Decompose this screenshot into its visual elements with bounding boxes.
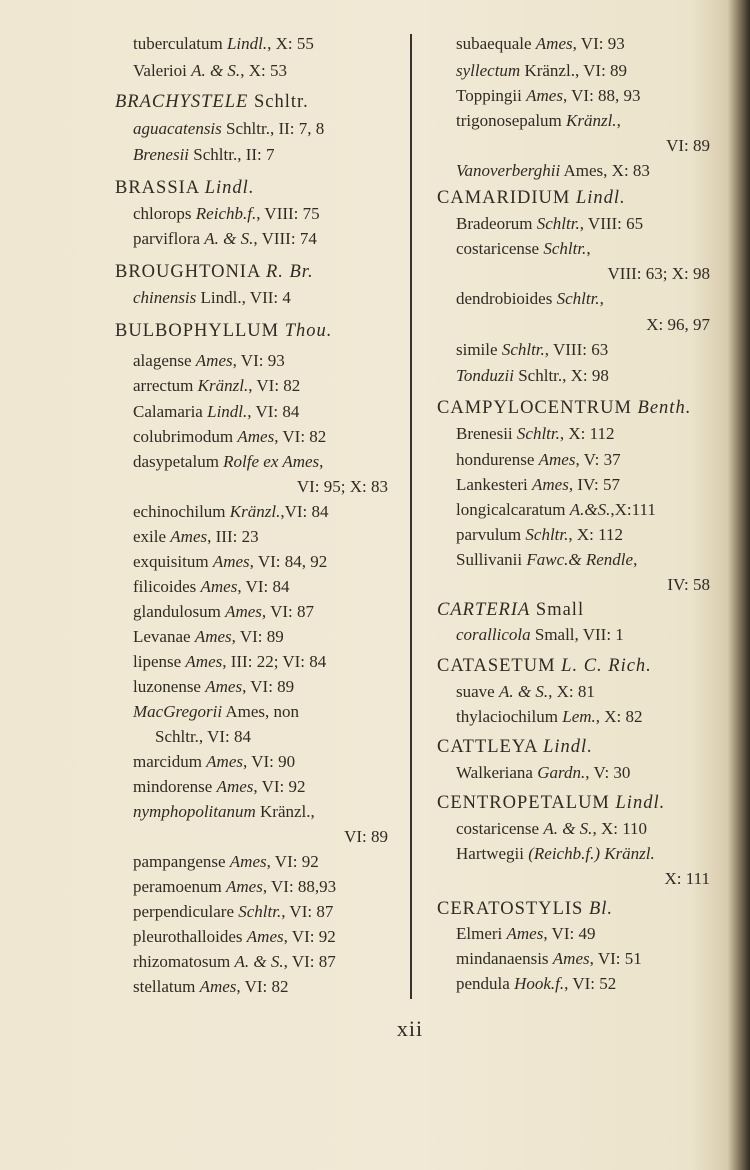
species-authority: A. & S.	[204, 229, 254, 248]
species-authority: Schltr.	[525, 525, 569, 544]
species-reference: Schltr., II: 7, 8	[221, 119, 325, 138]
reference-continuation	[155, 727, 251, 747]
species-reference: Ames, non	[222, 702, 300, 721]
species-name: arrectum	[133, 376, 194, 395]
reference-text: X: 96, 97	[646, 315, 710, 334]
species-reference: , X: 81	[548, 682, 595, 701]
species-authority: A. & S.	[498, 682, 549, 701]
species-entry	[456, 450, 621, 470]
genus-authority-plain: Small	[530, 600, 585, 620]
species-name: parvulum	[456, 525, 522, 544]
species-name: rhizomatosum	[133, 952, 231, 971]
species-entry	[133, 119, 324, 139]
species-name: chlorops	[133, 204, 192, 223]
reference-continuation	[0, 477, 388, 497]
genus-name: CARTERIA	[437, 600, 531, 620]
species-entry	[133, 602, 314, 622]
species-entry	[133, 502, 329, 522]
species-entry	[133, 427, 326, 447]
species-entry	[456, 525, 623, 545]
species-reference: , VI: 88, 93	[562, 86, 641, 105]
species-reference: , VI: 82	[236, 977, 289, 996]
genus-name: BRACHYSTELE	[115, 92, 249, 112]
species-name: dasypetalum	[133, 452, 219, 471]
species-authority: Schltr.	[501, 340, 545, 359]
species-name: parviflora	[133, 229, 201, 248]
species-reference: ,	[586, 239, 591, 258]
species-name: dendrobioides	[456, 289, 553, 308]
species-entry	[133, 552, 327, 572]
species-name: suave	[456, 682, 495, 701]
species-name: nymphopolitanum	[133, 802, 256, 821]
species-reference: , VI: 89	[242, 677, 295, 696]
species-reference: , VIII: 75	[256, 204, 320, 223]
species-entry	[133, 927, 336, 947]
species-authority: Ames	[535, 34, 573, 53]
species-entry	[133, 376, 300, 396]
species-name: lipense	[133, 652, 182, 671]
species-reference: Lindl., VII: 4	[196, 288, 291, 307]
species-entry	[133, 452, 323, 472]
species-entry	[133, 852, 319, 872]
species-entry	[456, 34, 625, 54]
species-name: longicalcaratum	[456, 500, 566, 519]
species-name: exile	[133, 527, 167, 546]
species-reference: ,X:111	[610, 500, 656, 519]
species-authority: Ames	[206, 752, 243, 771]
species-reference: , III: 23	[207, 527, 259, 546]
species-entry	[133, 952, 336, 972]
species-entry	[456, 819, 647, 839]
species-entry	[456, 625, 624, 645]
column-divider	[410, 34, 412, 999]
species-name: mindorense	[133, 777, 213, 796]
species-entry	[456, 550, 637, 570]
species-reference: , X: 53	[240, 61, 287, 80]
reference-text: VI: 89	[666, 136, 710, 155]
species-reference: , VI: 92	[266, 852, 319, 871]
species-entry	[133, 34, 314, 54]
species-reference: , V: 30	[585, 763, 631, 782]
genus-name: CAMARIDIUM	[437, 188, 571, 208]
species-entry	[456, 111, 621, 131]
species-authority: A. & S.	[234, 952, 284, 971]
species-authority: Gardn.	[537, 763, 586, 782]
species-reference: ,	[319, 452, 324, 471]
reference-continuation	[412, 869, 710, 889]
species-authority: Ames	[199, 977, 237, 996]
species-name: colubrimodum	[133, 427, 234, 446]
species-reference: ,	[616, 111, 621, 130]
species-name: pleurothalloides	[133, 927, 243, 946]
genus-heading	[437, 398, 691, 418]
species-name: chinensis	[133, 288, 197, 307]
species-reference: , VI: 82	[274, 427, 327, 446]
species-name: hondurense	[456, 450, 535, 469]
species-entry	[133, 351, 285, 371]
reference-text: VI: 89	[344, 827, 388, 846]
species-authority: Ames	[225, 602, 262, 621]
genus-authority: Benth.	[637, 398, 692, 418]
reference-text: VIII: 63; X: 98	[607, 264, 710, 283]
reference-continuation	[412, 315, 710, 335]
genus-name: BROUGHTONIA	[115, 262, 261, 282]
species-authority: Ames	[200, 577, 238, 596]
species-authority: Schltr.	[516, 424, 560, 443]
species-entry	[456, 763, 630, 783]
species-reference: Schltr., II: 7	[189, 145, 275, 164]
species-authority: Ames	[195, 351, 233, 370]
species-authority: Lindl.	[207, 402, 248, 421]
species-entry	[456, 86, 641, 106]
species-reference: ,	[633, 550, 638, 569]
species-reference: ,	[599, 289, 604, 308]
genus-name: BRASSIA	[115, 178, 200, 198]
species-reference: , VI: 92	[253, 777, 306, 796]
species-entry	[133, 204, 320, 224]
species-reference: , VI: 87	[283, 952, 336, 971]
species-name: alagense	[133, 351, 192, 370]
genus-authority: Lindl.	[575, 188, 626, 208]
genus-authority: Bl.	[588, 899, 614, 919]
genus-authority: L. C. Rich.	[561, 656, 652, 676]
species-reference: ,VI: 84	[280, 502, 329, 521]
species-authority: Ames	[212, 552, 250, 571]
species-reference: , VI: 87	[281, 902, 334, 921]
species-entry	[456, 924, 595, 944]
genus-authority: R. Br.	[265, 262, 314, 282]
species-entry	[133, 577, 289, 597]
species-entry	[133, 145, 275, 165]
species-name: Brenesii	[133, 145, 190, 164]
species-reference: , VI: 89	[231, 627, 284, 646]
species-reference: , X: 112	[559, 424, 615, 443]
species-reference: , III: 22; VI: 84	[222, 652, 327, 671]
species-name: tuberculatum	[133, 34, 223, 53]
species-entry	[456, 974, 616, 994]
species-reference: Kränzl.,	[255, 802, 315, 821]
species-entry	[133, 61, 287, 81]
species-name: Bradeorum	[456, 214, 533, 233]
species-authority: Schltr.	[543, 239, 587, 258]
reference-text: VI: 95; X: 83	[296, 477, 388, 496]
species-authority: Lindl.	[226, 34, 268, 53]
genus-authority-plain: Schltr.	[248, 92, 309, 112]
species-authority: Kränzl.	[229, 502, 281, 521]
genus-authority: Lindl.	[615, 793, 666, 813]
species-authority: Schltr.	[536, 214, 580, 233]
species-entry	[456, 844, 655, 864]
species-entry	[456, 475, 620, 495]
species-reference: , VIII: 74	[253, 229, 317, 248]
species-name: Valerioi	[133, 61, 187, 80]
species-authority: Ames	[216, 777, 254, 796]
species-entry	[133, 288, 291, 308]
species-entry	[456, 61, 627, 81]
reference-text: IV: 58	[667, 575, 710, 594]
species-name: Elmeri	[456, 924, 503, 943]
genus-authority: Lindl.	[204, 178, 255, 198]
species-authority: Schltr.	[556, 289, 600, 308]
species-authority: Hook.f.	[514, 974, 565, 993]
species-reference: , V: 37	[575, 450, 621, 469]
species-name: aguacatensis	[133, 119, 222, 138]
species-name: perpendiculare	[133, 902, 234, 921]
genus-name: BULBOPHYLLUM	[115, 321, 280, 341]
species-entry	[133, 877, 336, 897]
species-reference: , VI: 49	[543, 924, 596, 943]
species-reference: , VIII: 63	[544, 340, 609, 359]
species-entry	[133, 977, 289, 997]
species-entry	[456, 424, 615, 444]
species-authority: Ames	[194, 627, 232, 646]
species-reference: , VI: 93	[232, 351, 285, 370]
species-name: glandulosum	[133, 602, 221, 621]
species-name: exquisitum	[133, 552, 209, 571]
species-authority: Fawc.& Rendle	[526, 550, 634, 569]
species-reference: , VI: 92	[283, 927, 336, 946]
species-reference: , VI: 82	[248, 376, 301, 395]
species-authority: Ames	[246, 927, 284, 946]
species-name: marcidum	[133, 752, 202, 771]
species-reference: , X: 82	[595, 707, 643, 726]
genus-heading	[115, 262, 314, 282]
reference-text: Schltr., VI: 84	[155, 727, 252, 746]
species-name: filicoides	[133, 577, 197, 596]
species-authority: Lem.	[562, 707, 596, 726]
genus-heading	[115, 92, 309, 112]
species-reference: , VI: 88,93	[262, 877, 337, 896]
species-authority: Kränzl.	[197, 376, 249, 395]
species-entry	[133, 777, 306, 797]
species-entry	[133, 229, 317, 249]
species-authority: Reichb.f.	[195, 204, 257, 223]
genus-heading	[115, 321, 332, 341]
species-name: pendula	[456, 974, 510, 993]
species-entry	[456, 500, 656, 520]
species-entry	[133, 802, 315, 822]
reference-continuation	[412, 136, 710, 156]
species-reference: Small, VII: 1	[530, 625, 624, 644]
species-name: Tonduzii	[456, 366, 514, 385]
species-name: peramoenum	[133, 877, 222, 896]
page-number: xii	[396, 1016, 424, 1041]
genus-name: CERATOSTYLIS	[437, 899, 584, 919]
species-reference: , VI: 93	[572, 34, 625, 53]
genus-heading	[437, 600, 584, 620]
species-name: Brenesii	[456, 424, 513, 443]
species-entry	[133, 702, 299, 722]
species-authority: (Reichb.f.) Kränzl.	[528, 844, 655, 863]
species-name: Hartwegii	[456, 844, 524, 863]
species-entry	[456, 239, 591, 259]
genus-name: CATASETUM	[437, 656, 556, 676]
genus-heading	[437, 656, 652, 676]
species-entry	[456, 340, 608, 360]
species-reference: , VI: 90	[243, 752, 296, 771]
species-entry	[133, 752, 295, 772]
species-name: costaricense	[456, 819, 540, 838]
genus-heading	[437, 899, 613, 919]
genus-heading	[437, 793, 665, 813]
species-name: Toppingii	[456, 86, 522, 105]
species-name: costaricense	[456, 239, 540, 258]
species-name: Sullivanii	[456, 550, 523, 569]
species-name: thylaciochilum	[456, 707, 558, 726]
species-reference: , VI: 84	[237, 577, 290, 596]
species-reference: , VI: 51	[589, 949, 642, 968]
species-entry	[456, 289, 604, 309]
species-name: Vanoverberghii	[456, 161, 561, 180]
species-entry	[133, 902, 333, 922]
species-reference: , VI: 84	[247, 402, 300, 421]
species-name: Lankesteri	[456, 475, 528, 494]
reference-text: X: 111	[664, 869, 710, 888]
species-entry	[456, 366, 609, 386]
species-authority: A. & S.	[191, 61, 241, 80]
species-name: Walkeriana	[456, 763, 533, 782]
species-name: mindanaensis	[456, 949, 549, 968]
species-reference: Schltr., X: 98	[513, 366, 609, 385]
species-entry	[456, 682, 595, 702]
species-name: MacGregorii	[133, 702, 223, 721]
species-reference: Ames, X: 83	[560, 161, 650, 180]
species-reference: , VIII: 65	[579, 214, 644, 233]
species-reference: , X: 112	[568, 525, 624, 544]
species-authority: Ames	[185, 652, 223, 671]
reference-continuation	[0, 827, 388, 847]
species-reference: , VI: 52	[564, 974, 617, 993]
species-authority: Kränzl.	[566, 111, 617, 130]
species-name: Levanae	[133, 627, 191, 646]
species-authority: A. & S.	[543, 819, 593, 838]
species-reference: , VI: 87	[261, 602, 315, 621]
species-authority: Ames	[532, 475, 569, 494]
species-name: echinochilum	[133, 502, 226, 521]
species-entry	[133, 652, 326, 672]
genus-name: CATTLEYA	[437, 737, 538, 757]
genus-authority: Lindl.	[543, 737, 593, 757]
species-name: pampangense	[133, 852, 226, 871]
species-entry	[456, 707, 643, 727]
species-authority: A.&S.	[569, 500, 611, 519]
genus-heading	[115, 178, 254, 198]
species-name: subaequale	[456, 34, 532, 53]
species-name: syllectum	[456, 61, 521, 80]
species-entry	[133, 402, 299, 422]
species-authority: Ames	[205, 677, 243, 696]
genus-heading	[437, 737, 593, 757]
species-reference: , VI: 84, 92	[249, 552, 328, 571]
species-authority: Schltr.	[238, 902, 282, 921]
species-entry	[456, 161, 650, 181]
species-name: Calamaria	[133, 402, 203, 421]
species-authority: Ames	[229, 852, 267, 871]
species-authority: Ames	[237, 427, 275, 446]
species-reference: , IV: 57	[568, 475, 620, 494]
species-authority: Ames	[552, 949, 590, 968]
species-authority: Ames	[226, 877, 263, 896]
reference-continuation	[412, 575, 710, 595]
species-name: corallicola	[456, 625, 531, 644]
species-name: trigonosepalum	[456, 111, 562, 130]
species-name: luzonense	[133, 677, 201, 696]
species-authority: Ames	[538, 450, 576, 469]
species-entry	[133, 527, 259, 547]
species-authority: Ames	[526, 86, 563, 105]
species-entry	[456, 214, 643, 234]
species-entry	[133, 677, 294, 697]
species-reference: , X: 55	[267, 34, 314, 53]
species-authority: Ames	[170, 527, 208, 546]
species-authority: Rolfe ex Ames	[223, 452, 320, 471]
species-name: stellatum	[133, 977, 196, 996]
species-entry	[456, 949, 642, 969]
species-authority: Ames	[506, 924, 544, 943]
species-reference: , X: 110	[592, 819, 648, 838]
reference-continuation	[412, 264, 710, 284]
species-entry	[133, 627, 284, 647]
species-name: simile	[456, 340, 498, 359]
genus-name: CENTROPETALUM	[437, 793, 610, 813]
genus-authority: Thou.	[284, 321, 333, 341]
genus-name: CAMPYLOCENTRUM	[437, 398, 632, 418]
species-reference: Kränzl., VI: 89	[520, 61, 628, 80]
genus-heading	[437, 188, 626, 208]
